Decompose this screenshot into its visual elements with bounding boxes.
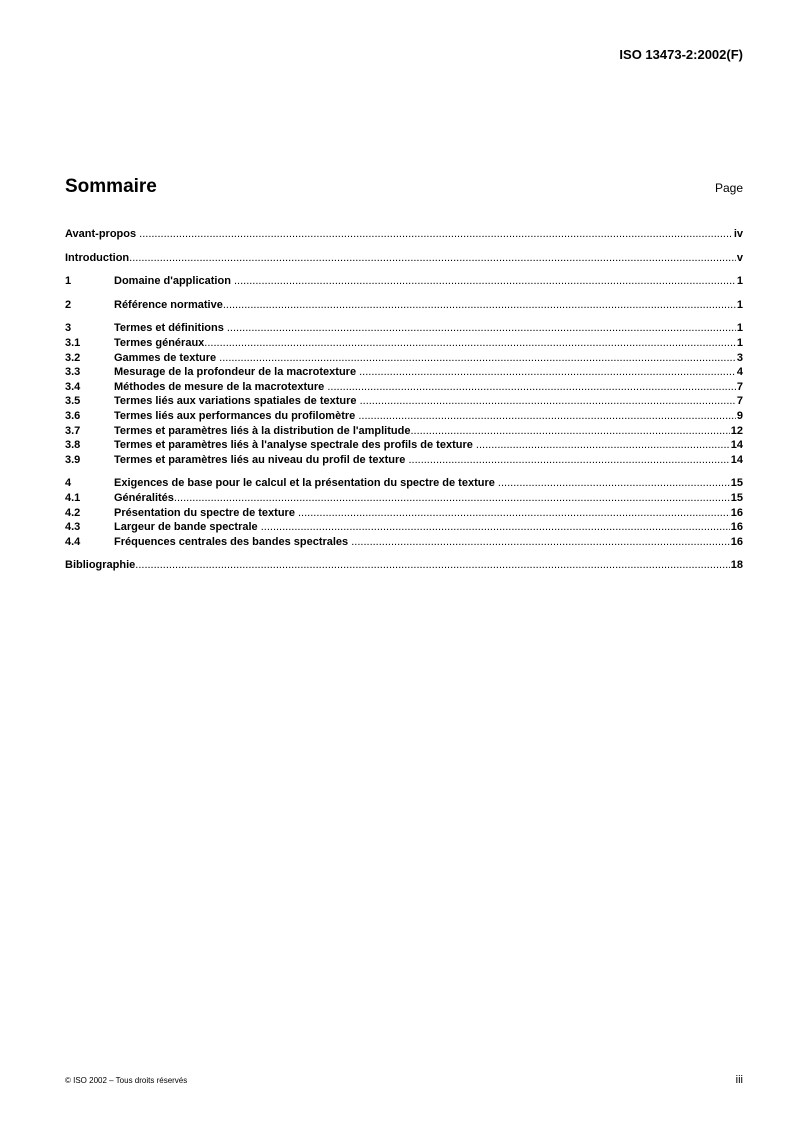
copyright-footer: © ISO 2002 – Tous droits réservés [65,1076,188,1085]
toc-entry-label: Introduction [65,251,130,264]
toc-entry-page: 14 [730,453,743,466]
toc-entry-label: Termes et paramètres liés à la distribution de l'amplitude [114,424,411,437]
toc-entry[interactable] [65,380,743,395]
toc-entry-label: Fréquences centrales des bandes spectrales [114,535,352,548]
toc-entry[interactable] [65,298,743,313]
toc-entry-page: 15 [730,491,743,504]
toc-entry-number: 3.5 [65,395,81,408]
toc-entry-number: 4.2 [65,506,81,519]
toc-entry[interactable] [65,520,743,535]
toc-entry-number: 3 [65,322,72,335]
toc-entry-label: Termes généraux [114,336,205,349]
toc-entry-page: 16 [730,506,743,519]
toc-group [65,298,743,313]
toc-entry-number: 3.3 [65,366,81,379]
toc-entry[interactable] [65,558,743,573]
toc-entry-label: Bibliographie [65,559,136,572]
toc-entry-label: Termes liés aux performances du profilomètre [114,409,359,422]
toc-entry-number: 3.4 [65,380,81,393]
toc-entry-label: Largeur de bande spectrale [114,521,261,534]
toc-entry[interactable] [65,506,743,521]
toc-entry-label: Termes et définitions [114,322,227,335]
toc-entry[interactable] [65,438,743,453]
page-column-label: Page [714,181,743,195]
toc-entry[interactable] [65,227,743,242]
dot-leader [298,506,730,521]
dot-leader [129,251,736,266]
toc-entry[interactable] [65,336,743,351]
toc-title-row [65,176,743,198]
toc-entry-page: v [736,251,743,264]
toc-entry-page: iv [733,228,743,240]
dot-leader [139,227,733,242]
toc-entry-page: 4 [736,366,743,379]
dot-leader [360,394,736,409]
dot-leader [219,351,736,366]
toc-entry-page: 12 [730,424,743,437]
dot-leader [359,365,736,380]
toc-entry-page: 16 [730,521,743,534]
toc-entry-label: Référence normative [114,298,223,311]
toc-entry-number: 3.2 [65,351,81,364]
toc-entry-label: Domaine d'application [114,275,234,288]
toc-entry-page: 3 [736,351,743,364]
toc-entry-number: 3.7 [65,424,81,437]
dot-leader [351,535,730,550]
toc-entry-number: 4.1 [65,491,81,504]
dot-leader [135,558,729,573]
toc-entry-page: 1 [736,275,743,288]
toc-entry-label: Termes liés aux variations spatiales de texture [114,395,360,408]
toc-entry-label: Exigences de base pour le calcul et la présentation du spectre de texture [114,477,498,490]
dot-leader [327,380,736,395]
dot-leader [410,424,729,439]
toc-entry[interactable] [65,409,743,424]
toc-entry[interactable] [65,453,743,468]
toc-entry-number: 4 [65,477,72,490]
toc-title: Sommaire [65,176,157,197]
toc-group [65,274,743,289]
toc-group [65,558,743,573]
toc-entry-page: 16 [730,535,743,548]
toc-entry-number: 1 [65,275,72,288]
toc-entry[interactable] [65,365,743,380]
toc-entry-number: 3.9 [65,453,81,466]
toc-entry-page: 15 [730,477,743,490]
dot-leader [223,298,736,313]
toc-group [65,321,743,467]
toc-entry[interactable] [65,535,743,550]
dot-leader [174,491,730,506]
dot-leader [227,321,736,336]
toc-entry-label: Gammes de texture [114,351,220,364]
dot-leader [476,438,730,453]
toc-entry-number: 3.1 [65,336,81,349]
toc-entry-page: 1 [736,298,743,311]
dot-leader [261,520,730,535]
toc-entry-label: Présentation du spectre de texture [114,506,298,519]
toc-entry-label: Mesurage de la profondeur de la macrotexture [114,366,360,379]
dot-leader [234,274,736,289]
toc-entry-page: 7 [736,380,743,393]
toc-entry-page: 9 [736,409,743,422]
dot-leader [498,476,730,491]
toc-entry-label: Termes et paramètres liés au niveau du profil de texture [114,453,409,466]
dot-leader [408,453,729,468]
toc-entry-number: 3.8 [65,439,81,452]
document-id-header: ISO 13473-2:2002(F) [619,47,743,62]
table-of-contents [65,227,743,582]
toc-entry-page: 14 [730,439,743,452]
toc-entry[interactable] [65,251,743,266]
toc-entry[interactable] [65,351,743,366]
toc-entry[interactable] [65,321,743,336]
toc-entry-page: 7 [736,395,743,408]
toc-group [65,476,743,549]
toc-entry-label: Méthodes de mesure de la macrotexture [114,380,328,393]
toc-entry[interactable] [65,274,743,289]
toc-entry-number: 4.4 [65,535,81,548]
toc-entry[interactable] [65,476,743,491]
toc-entry-label: Généralités [114,491,174,504]
toc-entry-label: Avant-propos [65,228,140,240]
toc-entry-number: 3.6 [65,409,81,422]
toc-entry-number: 2 [65,298,72,311]
toc-entry[interactable] [65,424,743,439]
toc-entry[interactable] [65,491,743,506]
toc-entry-page: 18 [730,559,743,572]
toc-entry[interactable] [65,394,743,409]
toc-entry-label: Termes et paramètres liés à l'analyse spectrale des profils de texture [114,439,476,452]
dot-leader [358,409,736,424]
toc-group [65,251,743,266]
page-number: iii [735,1074,743,1086]
dot-leader [204,336,736,351]
toc-entry-number: 4.3 [65,521,81,534]
toc-group [65,227,743,242]
toc-entry-page: 1 [736,336,743,349]
toc-entry-page: 1 [736,322,743,335]
